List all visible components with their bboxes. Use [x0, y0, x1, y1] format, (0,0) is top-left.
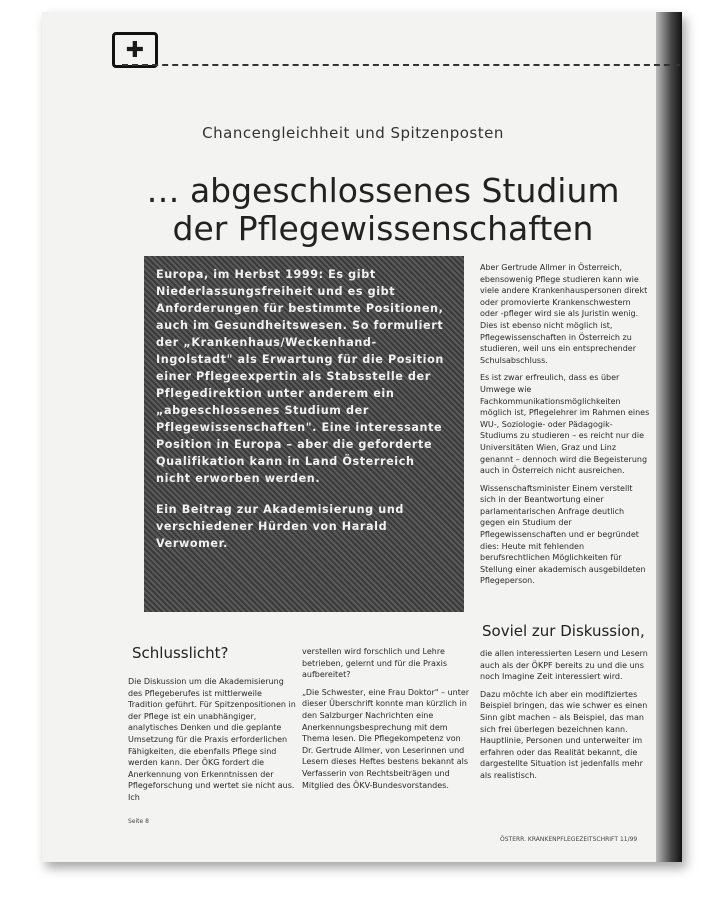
book-spine-shadow [656, 12, 682, 862]
right-column-paragraph: Wissenschaftsminister Einem verstellt sich in der Beantwortung einer parlamentarischen Anfrage deutlich gegen ein Studium der Pflegewissenschaften und er begründet dies: Heute mit fehlenden berufsrechtlichen Möglichkeiten für Stellung einer akademisch ausgebildeten Pflegeperson. [480, 483, 646, 586]
subheading-right: Soviel zur Diskussion, [482, 622, 645, 640]
lead-paragraph-1: Europa, im Herbst 1999: Es gibt Niederlassungsfreiheit und es gibt Anforderungen für bestimmte Positionen, auch im Gesundheitswesen. So formuliert der „Krankenhaus/Weckenhand-Ingolstadt" als Erwartung für die Position einer Pflegeexpertin als Stabsstelle der Pflegedirektion unter anderem ein „abgeschlossenes Studium der Pflegewissenschaften". Eine interessante Position in Europa – aber die geforderte Qualifikation kann in Land Österreich nicht erworben werden. [156, 268, 444, 485]
lead-paragraph-2: Ein Beitrag zur Akademisierung und verschiedener Hürden von Harald Verwomer. [156, 503, 404, 550]
headline [100, 172, 666, 248]
right-lower-paragraph: die allen interessierten Lesern und Lesern auch als der ÖKPF bereits zu und die uns noch Imagine Zeit interessiert wird. [480, 649, 648, 682]
right-lower-paragraph: Dazu möchte ich aber ein modifiziertes Beispiel bringen, das wie schwer es einen Sinn gibt machen – als Beispiel, das man sich frei überlegen bezeichnen kann. Hauptlinie, Personen und unterweiter im erfahren oder das Realität bekannt, die dargestellte Situation ist jedenfalls mehr als realistisch. [480, 689, 648, 780]
cross-logo-icon: ✚ [112, 32, 158, 68]
page-number: Seite 8 [128, 818, 149, 825]
publication-footer: ÖSTERR. KRANKENPFLEGEZEITSCHRIFT 11/99 [500, 836, 638, 843]
kicker-title: Chancengleichheit und Spitzenposten [202, 124, 504, 142]
right-column-paragraph: Aber Gertrude Allmer in Österreich, ebensowenig Pflege studieren kann wie viele andere Krankenhauspersonen direkt oder promovierte Krankenschwestern oder -pfleger wird sie als Juristin wenig. Dies ist ebenso nicht möglich ist, Pflegewissenschaften in Österreich zu studieren, weil uns ein entsprechender Schulsabschluss. [480, 263, 648, 365]
right-column-paragraph: Es ist zwar erfreulich, dass es über Umwege wie Fachkommunikationsmöglichkeiten möglich ist, Pflegelehrer im Rahmen eines WU-, Soziologie- oder Pädagogik-Studiums zu studieren – es reicht nur die Universitäten Wien, Graz und Linz genannt – dennoch wird die Begeisterung auch in Österreich nicht ausreichen. [480, 373, 650, 476]
header-rule [122, 64, 680, 66]
right-column [480, 262, 650, 593]
subheading-left: Schlusslicht? [132, 644, 229, 662]
middle-column [302, 646, 470, 797]
middle-column-paragraph: „Die Schwester, eine Frau Doktor" – unter dieser Überschrift konnte man kürzlich in den Salzburger Nachrichten eine Anerkennungsbesprechung mit dem Thema lesen. Die Pflegekompetenz von Dr. Gertrude Allmer, von Leserinnen und Lesern dieses Heftes bestens bekannt als Verfasserin von Rechtsbeiträgen und Mitglied des ÖKV-Bundesvorstandes. [302, 687, 470, 790]
headline-line-1: … abgeschlossenes Studium [146, 171, 620, 210]
left-column [128, 676, 296, 810]
middle-column-paragraph: verstellen wird forschlich und Lehre betrieben, gelernt und für die Praxis aufbereitet? [302, 647, 448, 680]
left-column-paragraph: Die Diskussion um die Akademisierung des Pflegeberufes ist mittlerweile Tradition geführt. Für Spitzenpositionen in der Pflege ist ein unabhängiger, analytisches Denken und die geplante Umsetzung für die Praxis erforderlichen Fähigkeiten, die ebenfalls Pflege sind werden kann. Der ÖKG fordert die Anerkennung von Erkenntnissen der Pflegeforschung und wertet sie nicht aus. Ich [128, 677, 296, 802]
right-column-lower [480, 648, 650, 788]
headline-line-2: der Pflegewissenschaften [172, 209, 594, 248]
lead-box [144, 256, 464, 612]
